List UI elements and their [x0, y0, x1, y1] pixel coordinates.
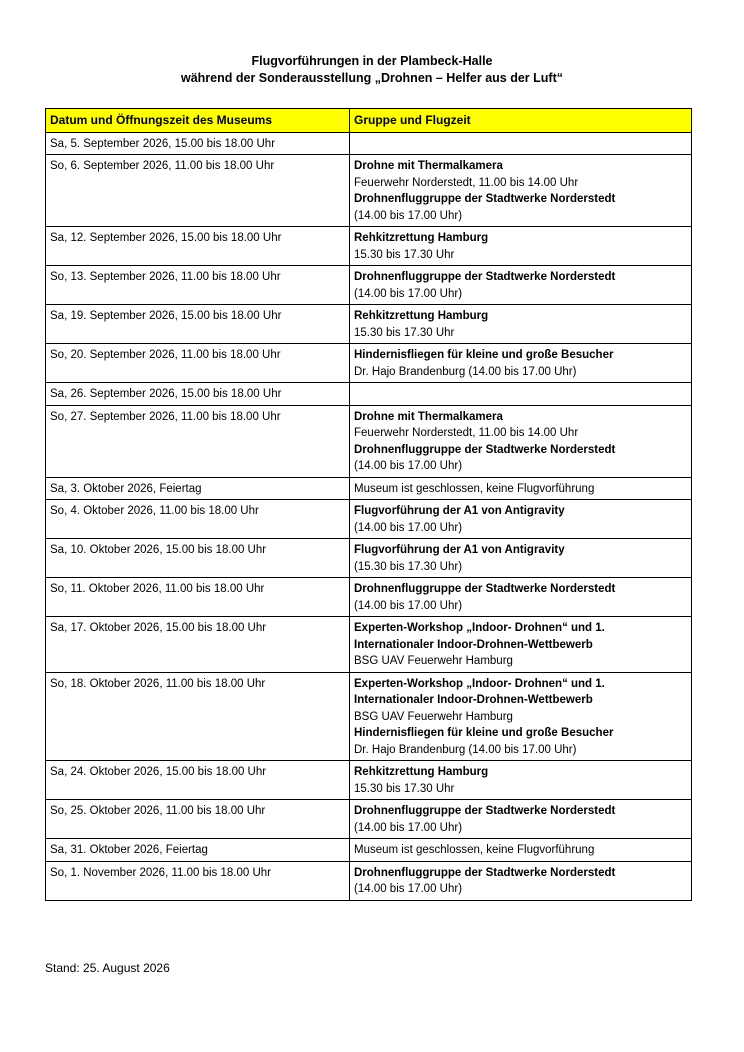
group-name: Drohnenfluggruppe der Stadtwerke Norderstedt	[354, 583, 616, 595]
group-cell	[350, 861, 692, 900]
group-cell	[350, 761, 692, 800]
group-cell	[350, 477, 692, 500]
date-cell: Sa, 3. Oktober 2026, Feiertag	[46, 477, 350, 500]
group-detail: (14.00 bis 17.00 Uhr)	[354, 287, 463, 300]
date-cell: So, 18. Oktober 2026, 11.00 bis 18.00 Uhr	[46, 672, 350, 761]
header-date: Datum und Öffnungszeit des Museums	[46, 109, 350, 133]
date-cell: So, 6. September 2026, 11.00 bis 18.00 Uhr	[46, 155, 350, 227]
group-name: Drohne mit Thermalkamera	[354, 160, 503, 172]
group-detail: Museum ist geschlossen, keine Flugvorführung	[354, 844, 595, 856]
table-row	[46, 800, 692, 839]
date-cell: So, 1. November 2026, 11.00 bis 18.00 Uhr	[46, 861, 350, 900]
group-cell	[350, 344, 692, 383]
group-detail: 15.30 bis 17.30 Uhr	[354, 248, 455, 261]
group-cell	[350, 227, 692, 266]
group-cell	[350, 132, 692, 155]
title-line-1: Flugvorführungen in der Plambeck-Halle	[251, 54, 493, 68]
table-row	[46, 155, 692, 227]
date-cell: Sa, 10. Oktober 2026, 15.00 bis 18.00 Uhr	[46, 539, 350, 578]
group-detail: Feuerwehr Norderstedt, 11.00 bis 14.00 Uhr	[354, 427, 579, 439]
table-row	[46, 578, 692, 617]
group-name: Hindernisfliegen für kleine und große Besucher	[354, 349, 614, 361]
group-name: Drohnenfluggruppe der Stadtwerke Norderstedt	[354, 443, 616, 456]
table-row	[46, 383, 692, 406]
group-detail: 15.30 bis 17.30 Uhr	[354, 326, 455, 339]
group-detail: (14.00 bis 17.00 Uhr)	[354, 460, 463, 472]
date-cell: So, 27. September 2026, 11.00 bis 18.00 Uhr	[46, 405, 350, 477]
group-name: Drohne mit Thermalkamera	[354, 410, 503, 423]
group-name: Experten-Workshop „Indoor- Drohnen“ und 1.	[354, 622, 605, 634]
group-detail: 15.30 bis 17.30 Uhr	[354, 782, 455, 795]
group-cell	[350, 839, 692, 862]
group-name: Flugvorführung der A1 von Antigravity	[354, 544, 565, 556]
group-detail: BSG UAV Feuerwehr Hamburg	[354, 710, 513, 723]
table-row	[46, 672, 692, 761]
schedule-body	[46, 132, 692, 900]
date-cell: So, 11. Oktober 2026, 11.00 bis 18.00 Uhr	[46, 578, 350, 617]
group-cell	[350, 383, 692, 406]
stand-date: Stand: 25. August 2026	[45, 961, 170, 975]
header-group: Gruppe und Flugzeit	[350, 109, 692, 133]
group-cell	[350, 405, 692, 477]
date-cell: Sa, 31. Oktober 2026, Feiertag	[46, 839, 350, 862]
table-row	[46, 617, 692, 673]
date-cell: Sa, 26. September 2026, 15.00 bis 18.00 Uhr	[46, 383, 350, 406]
table-row	[46, 539, 692, 578]
date-cell: So, 13. September 2026, 11.00 bis 18.00 Uhr	[46, 266, 350, 305]
table-row	[46, 861, 692, 900]
group-detail: Museum ist geschlossen, keine Flugvorführung	[354, 482, 595, 495]
title-line-2: während der Sonderausstellung „Drohnen – Helfer aus der Luft“	[180, 71, 563, 85]
group-detail: Feuerwehr Norderstedt, 11.00 bis 14.00 Uhr	[354, 176, 579, 189]
group-name: Drohnenfluggruppe der Stadtwerke Norderstedt	[354, 866, 616, 879]
group-name: Rehkitzrettung Hamburg	[354, 310, 489, 322]
document-title	[0, 53, 744, 87]
group-detail: (14.00 bis 17.00 Uhr)	[354, 883, 463, 895]
group-name: Rehkitzrettung Hamburg	[354, 766, 489, 778]
group-detail: Dr. Hajo Brandenburg (14.00 bis 17.00 Uhr)	[354, 365, 577, 378]
date-cell: Sa, 17. Oktober 2026, 15.00 bis 18.00 Uhr	[46, 617, 350, 673]
group-cell	[350, 672, 692, 761]
group-name: Drohnenfluggruppe der Stadtwerke Norderstedt	[354, 805, 616, 817]
table-row	[46, 500, 692, 539]
date-cell: So, 25. Oktober 2026, 11.00 bis 18.00 Uhr	[46, 800, 350, 839]
group-name: Experten-Workshop „Indoor- Drohnen“ und 1.	[354, 677, 605, 690]
group-name: Rehkitzrettung Hamburg	[354, 232, 489, 244]
group-name: Drohnenfluggruppe der Stadtwerke Norderstedt	[354, 193, 616, 205]
date-cell: Sa, 5. September 2026, 15.00 bis 18.00 Uhr	[46, 132, 350, 155]
table-row	[46, 227, 692, 266]
group-name: Internationaler Indoor-Drohnen-Wettbewerb	[354, 638, 593, 651]
table-row	[46, 405, 692, 477]
group-detail: (14.00 bis 17.00 Uhr)	[354, 209, 463, 222]
group-detail: (14.00 bis 17.00 Uhr)	[354, 521, 463, 534]
group-cell	[350, 500, 692, 539]
date-cell: Sa, 24. Oktober 2026, 15.00 bis 18.00 Uhr	[46, 761, 350, 800]
group-detail: (14.00 bis 17.00 Uhr)	[354, 821, 463, 834]
group-name: Drohnenfluggruppe der Stadtwerke Norderstedt	[354, 271, 616, 283]
group-name: Internationaler Indoor-Drohnen-Wettbewerb	[354, 694, 593, 706]
group-cell	[350, 155, 692, 227]
table-row	[46, 761, 692, 800]
table-row	[46, 266, 692, 305]
group-name: Flugvorführung der A1 von Antigravity	[354, 505, 565, 517]
table-row	[46, 344, 692, 383]
date-cell: So, 20. September 2026, 11.00 bis 18.00 Uhr	[46, 344, 350, 383]
date-cell: Sa, 19. September 2026, 15.00 bis 18.00 Uhr	[46, 305, 350, 344]
group-cell	[350, 617, 692, 673]
table-row	[46, 305, 692, 344]
group-name: Hindernisfliegen für kleine und große Besucher	[354, 727, 614, 739]
date-cell: Sa, 12. September 2026, 15.00 bis 18.00 Uhr	[46, 227, 350, 266]
schedule-table	[45, 108, 692, 901]
table-row	[46, 839, 692, 862]
group-cell	[350, 266, 692, 305]
group-detail: (15.30 bis 17.30 Uhr)	[354, 560, 463, 573]
group-detail: Dr. Hajo Brandenburg (14.00 bis 17.00 Uhr)	[354, 743, 577, 756]
table-header-row	[46, 109, 692, 133]
date-cell: So, 4. Oktober 2026, 11.00 bis 18.00 Uhr	[46, 500, 350, 539]
table-row	[46, 477, 692, 500]
group-cell	[350, 800, 692, 839]
group-detail: (14.00 bis 17.00 Uhr)	[354, 599, 463, 612]
group-detail: BSG UAV Feuerwehr Hamburg	[354, 655, 513, 667]
group-cell	[350, 539, 692, 578]
table-row	[46, 132, 692, 155]
group-cell	[350, 578, 692, 617]
group-cell	[350, 305, 692, 344]
